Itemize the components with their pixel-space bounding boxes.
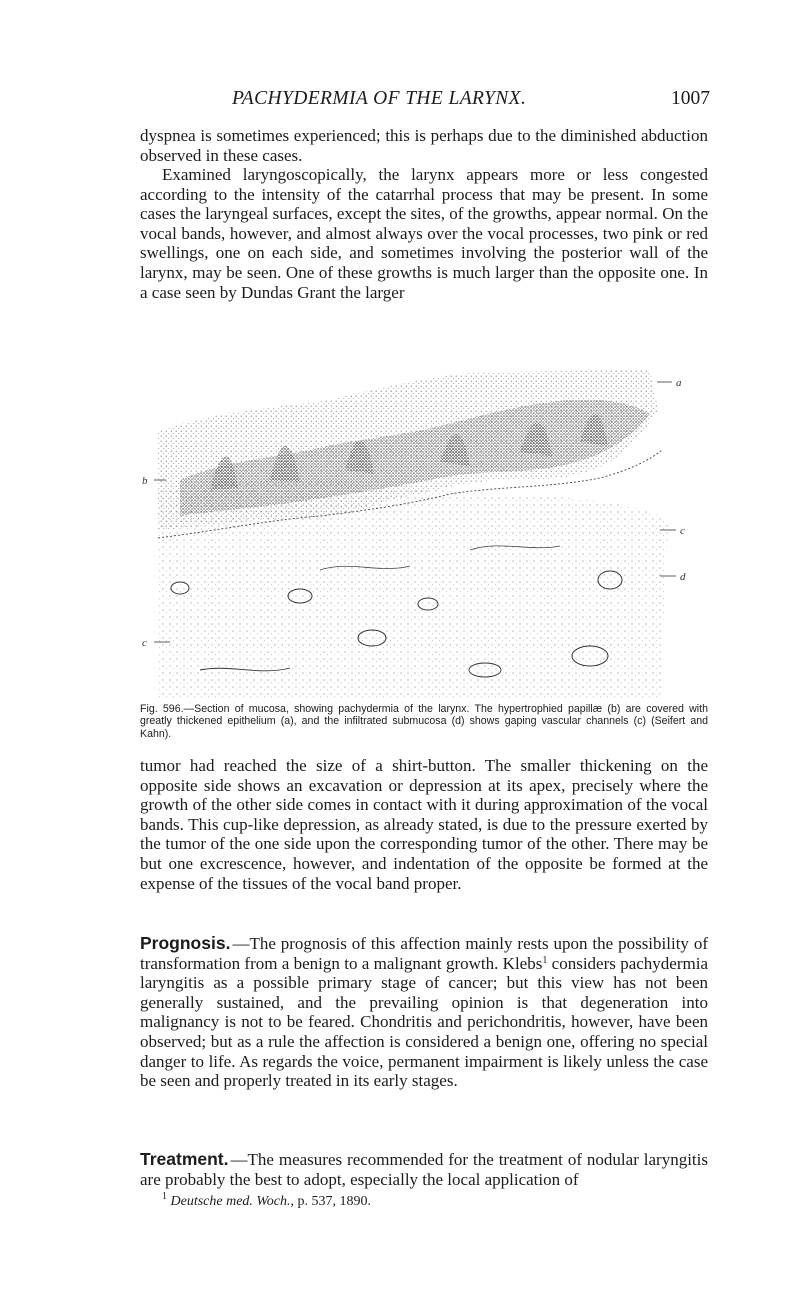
paragraph-treatment bbox=[140, 1150, 708, 1189]
histology-illustration bbox=[140, 370, 708, 700]
page-number: 1007 bbox=[671, 88, 710, 109]
label-c-left: c bbox=[142, 637, 147, 649]
label-d: d bbox=[680, 571, 686, 583]
paragraph-prognosis bbox=[140, 934, 708, 1091]
figure-mucosa-section bbox=[140, 370, 708, 700]
prognosis-text-2: considers pachydermia laryngitis as a possible primary stage of cancer; but this view has not been generally sustained, and the prevailing opinion is that degeneration into malignancy is not to be feared. Chondritis and perichondritis, however, have been observed; but as a rule the affection is considered a benign one, offering no special danger to life. As regards the voice, permanent impairment is likely unless the case be seen and properly treated in its early stages. bbox=[140, 953, 708, 1091]
treatment-heading: Treatment. bbox=[140, 1149, 229, 1169]
treatment-text: —The measures recommended for the treatment of nodular laryngitis are probably the best to adopt, especially the local application of bbox=[140, 1150, 708, 1189]
prognosis-text-1: —The prognosis of this affection mainly rests upon the possibility of transformation from a benign to a malignant growth. Klebs bbox=[140, 934, 708, 973]
footnote bbox=[140, 1191, 708, 1210]
running-title: PACHYDERMIA OF THE LARYNX. bbox=[232, 88, 527, 109]
paragraph-tumor-size: tumor had reached the size of a shirt-button. The smaller thickening on the opposite side shows an excavation or depression at its apex, precisely where the growth of the other side comes in contact with it during approximation of the vocal bands. This cup-like depression, as already stated, is due to the pressure exerted by the tumor of the one side upon the corresponding tumor of the other. There may be but one excrescence, however, and indentation of the opposite be formed at the expense of the tissues of the vocal band proper. bbox=[140, 756, 708, 893]
footnote-text: , p. 537, 1890. bbox=[290, 1194, 372, 1209]
paragraph-continuation: dyspnea is sometimes experienced; this is perhaps due to the diminished abduction observed in these cases. bbox=[140, 126, 708, 165]
label-c-right: c bbox=[680, 525, 685, 537]
paragraph-laryngoscopic-exam: Examined laryngoscopically, the larynx appears more or less congested according to the intensity of the catarrhal process that may be present. In some cases the laryngeal surfaces, except the sites, of the growths, appear normal. On the vocal bands, however, and almost always over the vocal processes, two pink or red swellings, one on each side, and sometimes involving the posterior wall of the larynx, may be seen. One of these growths is much larger than the opposite one. In a case seen by Dundas Grant the larger bbox=[140, 165, 708, 302]
figure-caption: Fig. 596.—Section of mucosa, showing pachydermia of the larynx. The hypertrophied papillæ (b) are covered with greatly thickened epithelium (a), and the infiltrated submucosa (d) shows gaping vascular channels (c) (Seifert and Kahn). bbox=[140, 703, 708, 740]
page-header bbox=[140, 88, 710, 114]
prognosis-heading: Prognosis. bbox=[140, 933, 231, 953]
footnote-marker: 1 bbox=[162, 1191, 167, 1202]
footnote-source: Deutsche med. Woch. bbox=[170, 1194, 291, 1209]
footnote-reference: 1 bbox=[542, 954, 548, 966]
label-b: b bbox=[142, 475, 148, 487]
label-a: a bbox=[676, 377, 682, 389]
